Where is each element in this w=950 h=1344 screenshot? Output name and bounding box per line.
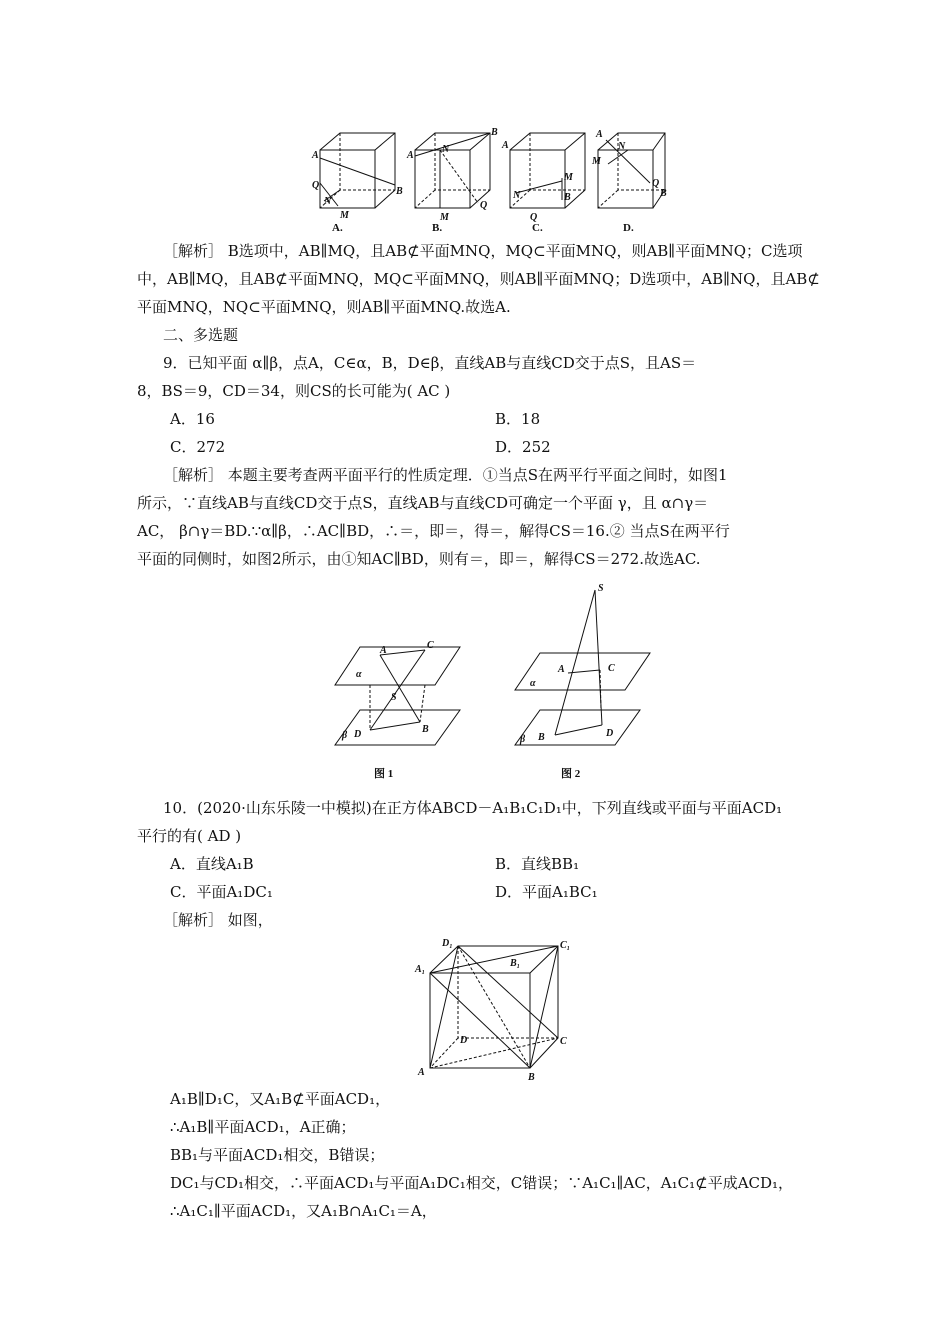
section-heading: 二、多选题: [163, 326, 239, 344]
svg-text:D: D: [606, 728, 614, 739]
q9-option-b: B．18: [495, 410, 541, 428]
svg-text:B: B: [528, 1072, 535, 1083]
q10-option-d: D．平面A₁BC₁: [495, 883, 598, 901]
svg-text:S: S: [598, 583, 604, 594]
svg-text:B: B: [660, 188, 667, 199]
planes-figure: [330, 585, 670, 785]
cube-label-a: A.: [332, 222, 343, 234]
cube-d: [591, 129, 667, 208]
svg-text:C: C: [560, 1036, 567, 1047]
svg-text:A: A: [407, 150, 414, 161]
svg-text:A: A: [502, 140, 509, 151]
svg-text:C: C: [608, 663, 615, 674]
svg-text:Q: Q: [652, 178, 660, 189]
svg-text:α: α: [530, 678, 536, 689]
svg-text:Q: Q: [312, 180, 320, 191]
svg-text:A: A: [380, 645, 387, 656]
svg-text:B₁: B₁: [510, 958, 521, 969]
svg-text:β: β: [342, 730, 348, 741]
svg-text:A₁: A₁: [415, 964, 426, 975]
q10-line1: 10．(2020·山东乐陵一中模拟)在正方体ABCD－A₁B₁C₁D₁中，下列直线或平面与平面ACD₁: [163, 799, 783, 817]
cube-options-figure: [310, 128, 670, 236]
svg-text:D: D: [354, 729, 362, 740]
q10-step4: DC₁与CD₁相交，∴平面ACD₁与平面A₁DC₁相交，C错误；∵A₁C₁∥AC，A₁C₁⊄平成ACD₁，: [170, 1174, 794, 1192]
q9-solution-line3: AC， β∩γ＝BD.∵α∥β，∴AC∥BD，∴＝，即＝，得＝，解得CS＝16.② 当点S在两平行: [137, 522, 730, 540]
svg-text:C₁: C₁: [560, 940, 571, 951]
svg-text:N: N: [442, 144, 450, 155]
svg-text:B: B: [422, 724, 429, 735]
svg-text:α: α: [356, 669, 362, 680]
svg-text:S: S: [391, 692, 397, 703]
svg-text:M: M: [340, 210, 349, 221]
figure1-caption: 图 1: [374, 768, 394, 780]
svg-text:D: D: [460, 1035, 468, 1046]
q10-line2: 平行的有( AD ): [137, 827, 242, 845]
svg-text:B: B: [491, 127, 498, 138]
q9-line1: 9．已知平面 α∥β，点A，C∈α，B，D∈β，直线AB与直线CD交于点S，且AS＝: [163, 354, 697, 372]
q10-step2: ∴A₁B∥平面ACD₁，A正确；: [170, 1118, 356, 1136]
q10-option-a: A．直线A₁B: [170, 855, 254, 873]
svg-text:A: A: [312, 150, 319, 161]
svg-text:B: B: [538, 732, 545, 743]
solution8-line2: 中，AB∥MQ，且AB⊄平面MNQ，MQ⊂平面MNQ，则AB∥平面MNQ；D选项中，AB∥NQ，且AB⊄: [137, 270, 820, 288]
q9-solution-line1: ［解析］ 本题主要考查两平面平行的性质定理．①当点S在两平行平面之间时，如图1: [163, 466, 728, 484]
svg-text:M: M: [440, 212, 449, 223]
svg-text:A: A: [418, 1067, 425, 1078]
cube-c: [501, 133, 585, 223]
figure2-caption: 图 2: [561, 768, 581, 780]
svg-text:C: C: [427, 640, 434, 651]
svg-text:Q: Q: [480, 200, 488, 211]
cube-label-d: D.: [623, 222, 634, 234]
svg-text:A: A: [558, 664, 565, 675]
svg-text:N: N: [618, 141, 626, 152]
svg-text:A: A: [596, 129, 603, 140]
q9-solution-line4: 平面的同侧时，如图2所示，由①知AC∥BD，则有＝，即＝，解得CS＝272.故选AC.: [137, 550, 701, 568]
svg-text:B: B: [564, 192, 571, 203]
q9-line2: 8，BS＝9，CD＝34，则CS的长可能为( AC ): [137, 382, 451, 400]
q10-step5: ∴A₁C₁∥平面ACD₁，又A₁B∩A₁C₁＝A，: [170, 1202, 437, 1220]
q9-option-a: A．16: [170, 410, 215, 428]
q10-solution-head: ［解析］ 如图，: [163, 911, 273, 929]
svg-text:β: β: [520, 734, 526, 745]
q10-step1: A₁B∥D₁C，又A₁B⊄平面ACD₁，: [170, 1090, 391, 1108]
figure1: [335, 640, 460, 780]
svg-text:B: B: [396, 186, 403, 197]
q9-option-c: C．272: [170, 438, 226, 456]
svg-text:M: M: [564, 172, 573, 183]
q9-option-d: D．252: [495, 438, 551, 456]
solution8-line3: 平面MNQ，NQ⊂平面MNQ，则AB∥平面MNQ.故选A.: [137, 298, 511, 316]
svg-text:N: N: [324, 196, 332, 207]
cube-label-c: C.: [532, 222, 543, 234]
solution8-line1: ［解析］ B选项中，AB∥MQ，且AB⊄平面MNQ，MQ⊂平面MNQ，则AB∥平面MNQ；C选项: [163, 242, 803, 260]
svg-text:M: M: [592, 156, 601, 167]
q9-solution-line2: 所示，∵直线AB与直线CD交于点S，直线AB与直线CD可确定一个平面 γ，且 α∩γ＝: [137, 494, 709, 512]
svg-text:N: N: [513, 190, 521, 201]
q10-option-c: C．平面A₁DC₁: [170, 883, 273, 901]
cube-figure: [410, 938, 580, 1083]
cube-a: [311, 133, 403, 221]
cube-label-b: B.: [432, 222, 443, 234]
svg-text:Q: Q: [530, 212, 538, 223]
cube-b: [406, 127, 498, 223]
q10-option-b: B．直线BB₁: [495, 855, 580, 873]
q10-step3: BB₁与平面ACD₁相交，B错误；: [170, 1146, 385, 1164]
figure2: [515, 583, 650, 780]
svg-text:D₁: D₁: [442, 938, 453, 949]
